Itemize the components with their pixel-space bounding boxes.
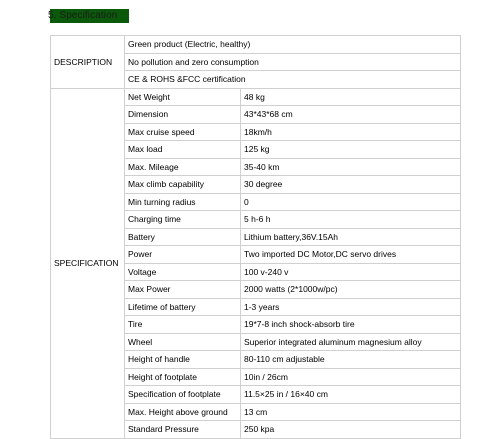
section-title: 5. Specification	[48, 10, 118, 21]
spec-value: 48 kg	[241, 88, 461, 106]
spec-value: 30 degree	[241, 176, 461, 194]
spec-value: Lithium battery,36V.15Ah	[241, 228, 461, 246]
section-title-banner	[50, 9, 129, 23]
spec-name: Battery	[125, 228, 241, 246]
spec-name: Height of handle	[125, 351, 241, 369]
description-line: No pollution and zero consumption	[125, 53, 461, 71]
spec-value: 2000 watts (2*1000w/pc)	[241, 281, 461, 299]
spec-name: Standard Pressure	[125, 421, 241, 439]
spec-name: Voltage	[125, 263, 241, 281]
spec-value: 0	[241, 193, 461, 211]
spec-value: 5 h-6 h	[241, 211, 461, 229]
spec-name: Wheel	[125, 333, 241, 351]
spec-value: 35-40 km	[241, 158, 461, 176]
spec-value: Two imported DC Motor,DC servo drives	[241, 246, 461, 264]
spec-name: Max. Height above ground	[125, 403, 241, 421]
spec-value: 18km/h	[241, 123, 461, 141]
spec-name: Lifetime of battery	[125, 298, 241, 316]
spec-value: 19*7-8 inch shock-absorb tire	[241, 316, 461, 334]
spec-value: 100 v-240 v	[241, 263, 461, 281]
spec-value: 11.5×25 in / 16×40 cm	[241, 386, 461, 404]
spec-value: 125 kg	[241, 141, 461, 159]
description-label: DESCRIPTION	[51, 36, 125, 89]
spec-name: Charging time	[125, 211, 241, 229]
spec-value: 43*43*68 cm	[241, 106, 461, 124]
specification-table	[50, 35, 461, 439]
spec-value: 10in / 26cm	[241, 368, 461, 386]
spec-value: 13 cm	[241, 403, 461, 421]
spec-name: Specification of footplate	[125, 386, 241, 404]
spec-value: Superior integrated aluminum magnesium alloy	[241, 333, 461, 351]
spec-name: Dimension	[125, 106, 241, 124]
spec-name: Max load	[125, 141, 241, 159]
specification-table-body	[51, 36, 461, 439]
spec-row	[51, 88, 461, 106]
spec-name: Max. Mileage	[125, 158, 241, 176]
spec-name: Power	[125, 246, 241, 264]
description-line: Green product (Electric, healthy)	[125, 36, 461, 54]
spec-name: Max cruise speed	[125, 123, 241, 141]
spec-name: Height of footplate	[125, 368, 241, 386]
spec-name: Tire	[125, 316, 241, 334]
spec-value: 250 kpa	[241, 421, 461, 439]
spec-value: 80-110 cm adjustable	[241, 351, 461, 369]
spec-name: Min turning radius	[125, 193, 241, 211]
spec-value: 1-3 years	[241, 298, 461, 316]
spec-name: Max Power	[125, 281, 241, 299]
description-row	[51, 36, 461, 54]
specification-label: SPECIFICATION	[51, 88, 125, 438]
spec-name: Max climb capability	[125, 176, 241, 194]
description-line: CE & ROHS &FCC certification	[125, 71, 461, 89]
spec-name: Net Weight	[125, 88, 241, 106]
